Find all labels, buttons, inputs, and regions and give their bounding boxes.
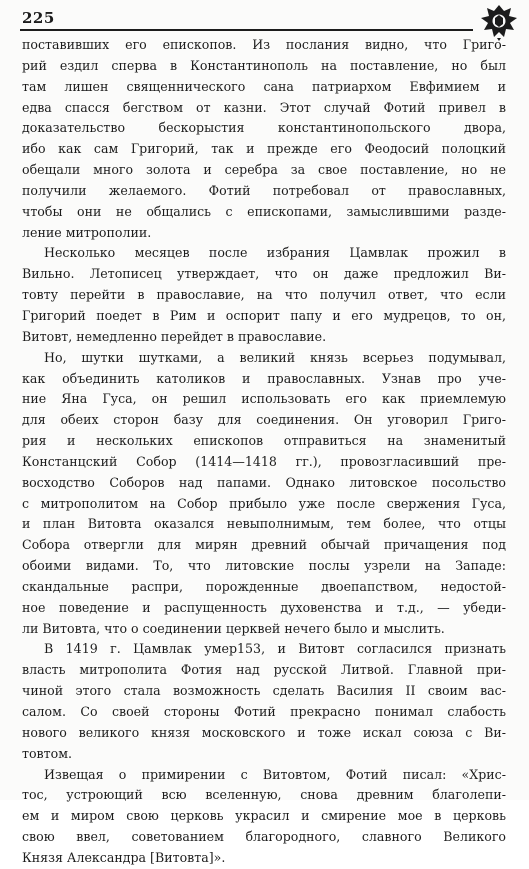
text-line: тос, устроющий всю вселенную, снова древним благолепи- xyxy=(22,787,506,803)
paragraph xyxy=(22,639,506,764)
text-line: ли Витовта, что о соединении церквей нечего было и мыслить. xyxy=(22,620,445,636)
text-line: чиной этого стала возможность сделать Василия II своим вас- xyxy=(22,683,506,699)
text-line: для обеих сторон базу для соединения. Он уговорил Григо- xyxy=(22,412,506,428)
text-line: получили желаемого. Фотий потребовал от православных, xyxy=(22,182,506,198)
text-line: нового великого князя московского и тоже искал союза с Ви- xyxy=(22,724,506,740)
text-line: Князя Александра [Витовта]». xyxy=(22,849,226,865)
text-line: с митрополитом на Собор прибыло уже после свержения Гуса, xyxy=(22,495,506,511)
paragraph xyxy=(22,243,506,347)
text-line: Собора отвергли для мирян древний обычай причащения под xyxy=(22,537,506,553)
text-line: Вильно. Летописец утверждает, что он даже предложил Ви- xyxy=(22,266,506,282)
text-line: едва спасся бегством от казни. Этот случай Фотий привел в xyxy=(22,99,506,115)
text-line: восходство Соборов над папами. Однако литовское посольство xyxy=(22,474,506,490)
text-line: чтобы они не общались с епископами, замыслившими разде- xyxy=(22,203,506,219)
text-line: как объединить католиков и православных. Узнав про уче- xyxy=(22,370,506,386)
text-line: В 1419 г. Цамвлак умер153, и Витовт согласился признать xyxy=(44,641,506,657)
text-line: товту перейти в православие, на что получил ответ, что если xyxy=(22,287,506,303)
text-line: и план Витовта оказался невыполнимым, тем более, что отцы xyxy=(22,516,506,532)
text-line: Констанцский Собор (1414—1418 гг.), провозгласивший пре- xyxy=(22,453,506,469)
text-line: ное поведение и распущенность духовенства и т.д., — убеди- xyxy=(22,599,506,615)
body-text xyxy=(22,35,506,869)
page-number: 225 xyxy=(22,9,55,27)
text-line: салом. Со своей стороны Фотий прекрасно понимал слабость xyxy=(22,704,506,719)
text-line: Григорий поедет в Рим и оспорит папу и его мудрецов, то он, xyxy=(22,307,506,323)
text-line: ление митрополии. xyxy=(22,224,152,240)
text-line: поставивших его епископов. Из послания видно, что Григо- xyxy=(22,37,506,52)
text-line: рия и нескольких епископов отправиться на знаменитый xyxy=(22,433,506,449)
text-line: власть митрополита Фотия над русской Литвой. Главной при- xyxy=(22,662,506,678)
header-rule xyxy=(20,29,473,31)
text-line: обещали много золота и серебра за свое поставление, но не xyxy=(22,162,506,178)
text-line: ем и миром свою церковь украсил и смирение мое в церковь xyxy=(22,808,506,824)
paragraph xyxy=(22,348,506,640)
text-line: Несколько месяцев после избрания Цамвлак прожил в xyxy=(44,245,506,261)
paragraph xyxy=(22,35,506,243)
text-line: скандальные распри, порожденные двоепапством, недостой- xyxy=(22,578,506,594)
paragraph xyxy=(22,765,506,869)
text-line: ибо как сам Григорий, так и прежде его Феодосий полоцкий xyxy=(22,141,506,157)
text-line: свою ввел, советованием благородного, славного Великого xyxy=(22,829,506,845)
text-line: Но, шутки шутками, а великий князь всерьез подумывал, xyxy=(44,349,506,365)
text-line: там лишен священнического сана патриархом Евфимием и xyxy=(22,78,506,94)
text-line: обоими видами. То, что литовские послы узрели на Западе: xyxy=(22,558,506,574)
text-line: Извещая о примирении с Витовтом, Фотий писал: «Хрис- xyxy=(44,766,506,782)
text-line: доказательство бескорыстия константинопольского двора, xyxy=(22,120,506,136)
text-line: рий ездил сперва в Константинополь на поставление, но был xyxy=(22,57,506,73)
text-line: товтом. xyxy=(22,745,72,761)
text-line: Витовт, немедленно перейдет в православие. xyxy=(22,328,327,344)
text-line: ние Яна Гуса, он решил использовать его как приемлемую xyxy=(22,391,506,407)
